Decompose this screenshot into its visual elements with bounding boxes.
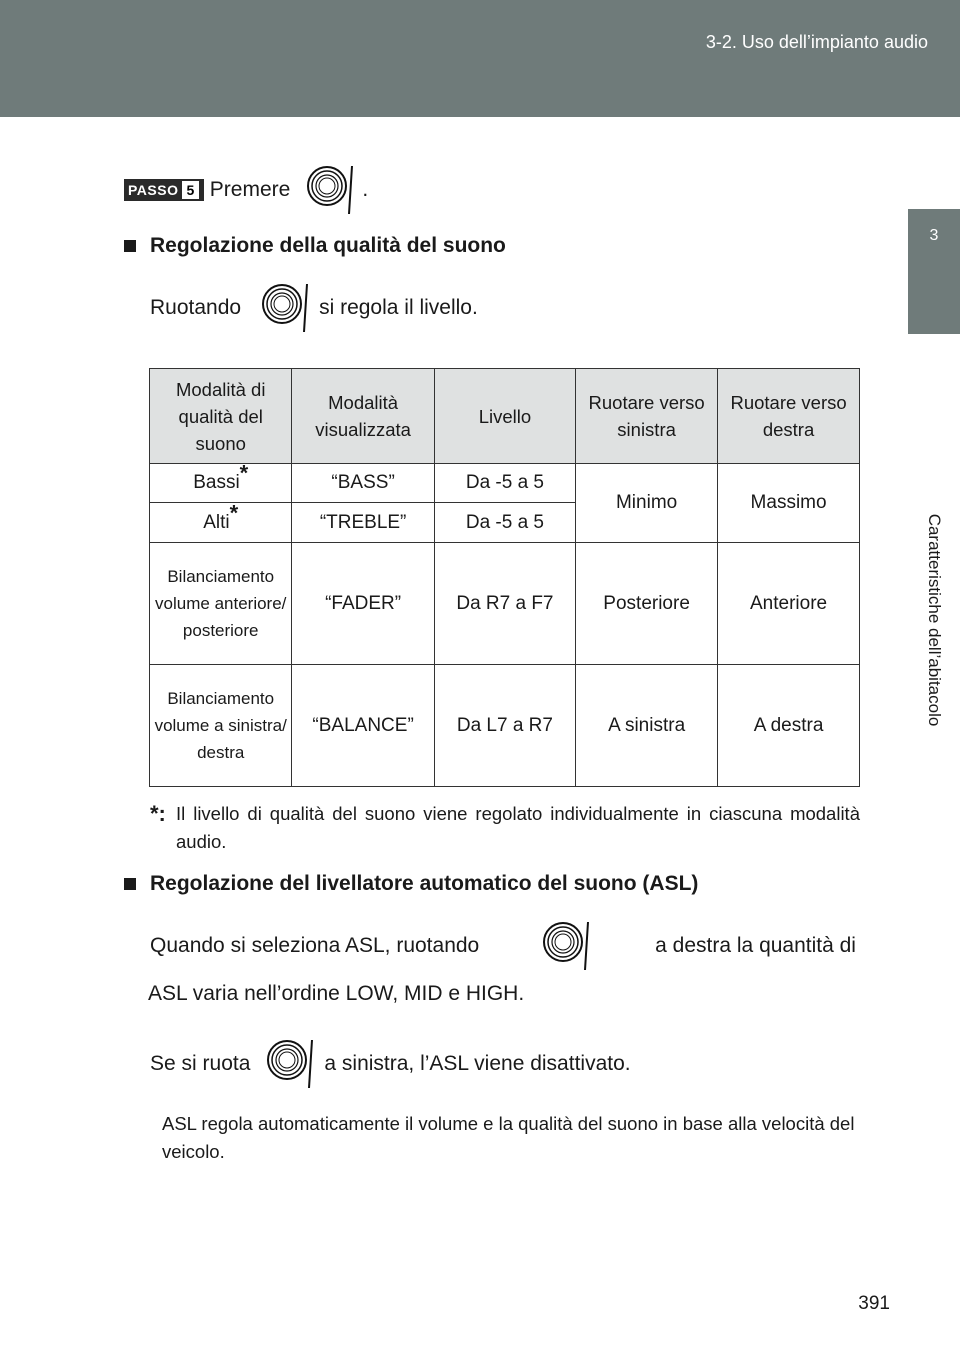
section1-text-before: Ruotando	[150, 296, 242, 319]
table-cell-display: “FADER”	[292, 543, 434, 665]
table-cell-right: Massimo	[718, 464, 860, 543]
section2-p1-line2: ASL varia nell’ordine LOW, MID e HIGH.	[148, 982, 525, 1005]
table-header: Livello	[434, 369, 575, 464]
table-cell-left: Minimo	[576, 464, 718, 543]
section2-p1-after: a destra la quantità di	[655, 934, 856, 957]
asl-note: ASL regola automaticamente il volume e la qualità del suono in base alla velocità del veicolo.	[162, 1113, 855, 1162]
mode-label: Alti	[203, 511, 230, 533]
table-cell-display: “BASS”	[292, 464, 434, 503]
table-cell-level: Da R7 a F7	[434, 543, 575, 665]
section2-p2	[150, 1036, 631, 1092]
table-header: Modalità di qualità del suono	[150, 369, 292, 464]
table-header: Ruotare verso destra	[718, 369, 860, 464]
page-header	[0, 0, 960, 117]
table-cell-display: “BALANCE”	[292, 665, 434, 787]
step-badge-number: 5	[181, 180, 199, 200]
table-cell-right: Anteriore	[718, 543, 860, 665]
step-badge-label: PASSO	[128, 182, 179, 198]
footnote-star: *	[239, 460, 249, 486]
section2-p1-before: Quando si seleziona ASL, ruotando	[150, 934, 480, 957]
table-row	[150, 665, 860, 787]
table-footnote	[150, 800, 860, 852]
table-row	[150, 464, 860, 503]
table-cell-level: Da -5 a 5	[434, 503, 575, 543]
table-cell-level: Da -5 a 5	[434, 464, 575, 503]
table-header: Ruotare verso sinistra	[576, 369, 718, 464]
table-cell-left: A sinistra	[576, 665, 718, 787]
knob-icon	[540, 918, 594, 974]
table-cell-mode	[150, 460, 292, 503]
header-title: 3-2. Uso dell’impianto audio	[705, 32, 928, 52]
table-header: Modalità visualizzata	[292, 369, 434, 464]
sound-quality-table	[149, 368, 860, 787]
footnote-star: *	[229, 500, 239, 526]
table-cell-display: “TREBLE”	[292, 503, 434, 543]
chapter-label: Caratteristiche dell’abitacolo	[925, 513, 944, 727]
table-cell-right: A destra	[718, 665, 860, 787]
knob-icon	[304, 162, 358, 218]
bullet-square-icon	[124, 878, 136, 890]
table-cell-level: Da L7 a R7	[434, 665, 575, 787]
table-cell-left: Posteriore	[576, 543, 718, 665]
step-5	[124, 170, 368, 210]
table-cell-mode	[150, 500, 292, 543]
footnote-text: Il livello di qualità del suono viene regolato individualmente in ciascuna modalità audio.	[176, 803, 860, 852]
bullet-square-icon	[124, 240, 136, 252]
section1-text-after: si regola il livello.	[319, 296, 478, 319]
step-text: Premere	[209, 178, 291, 201]
knob-icon	[259, 280, 313, 336]
table-cell-mode: Bilanciamento volume anteriore/ posteriore	[150, 543, 292, 665]
section-heading-text: Regolazione della qualità del suono	[150, 234, 506, 257]
page-number: 391	[858, 1293, 890, 1314]
section-heading-asl	[124, 872, 698, 896]
section-heading-text: Regolazione del livellatore automatico del suono (ASL)	[150, 872, 699, 895]
section2-p2-after: a sinistra, l’ASL viene disattivato.	[324, 1052, 631, 1075]
knob-icon	[264, 1036, 318, 1092]
footnote-mark: *:	[150, 801, 166, 826]
section1-text	[150, 280, 478, 336]
section-heading-sound-quality	[124, 234, 506, 258]
chapter-number-tab: 3	[908, 209, 960, 334]
step-period: .	[362, 178, 369, 201]
table-cell-mode: Bilanciamento volume a sinistra/ destra	[150, 665, 292, 787]
section2-p2-before: Se si ruota	[150, 1052, 251, 1075]
table-row	[150, 543, 860, 665]
section2-p1	[150, 918, 856, 974]
mode-label: Bassi	[193, 472, 240, 493]
step-badge	[124, 179, 204, 201]
